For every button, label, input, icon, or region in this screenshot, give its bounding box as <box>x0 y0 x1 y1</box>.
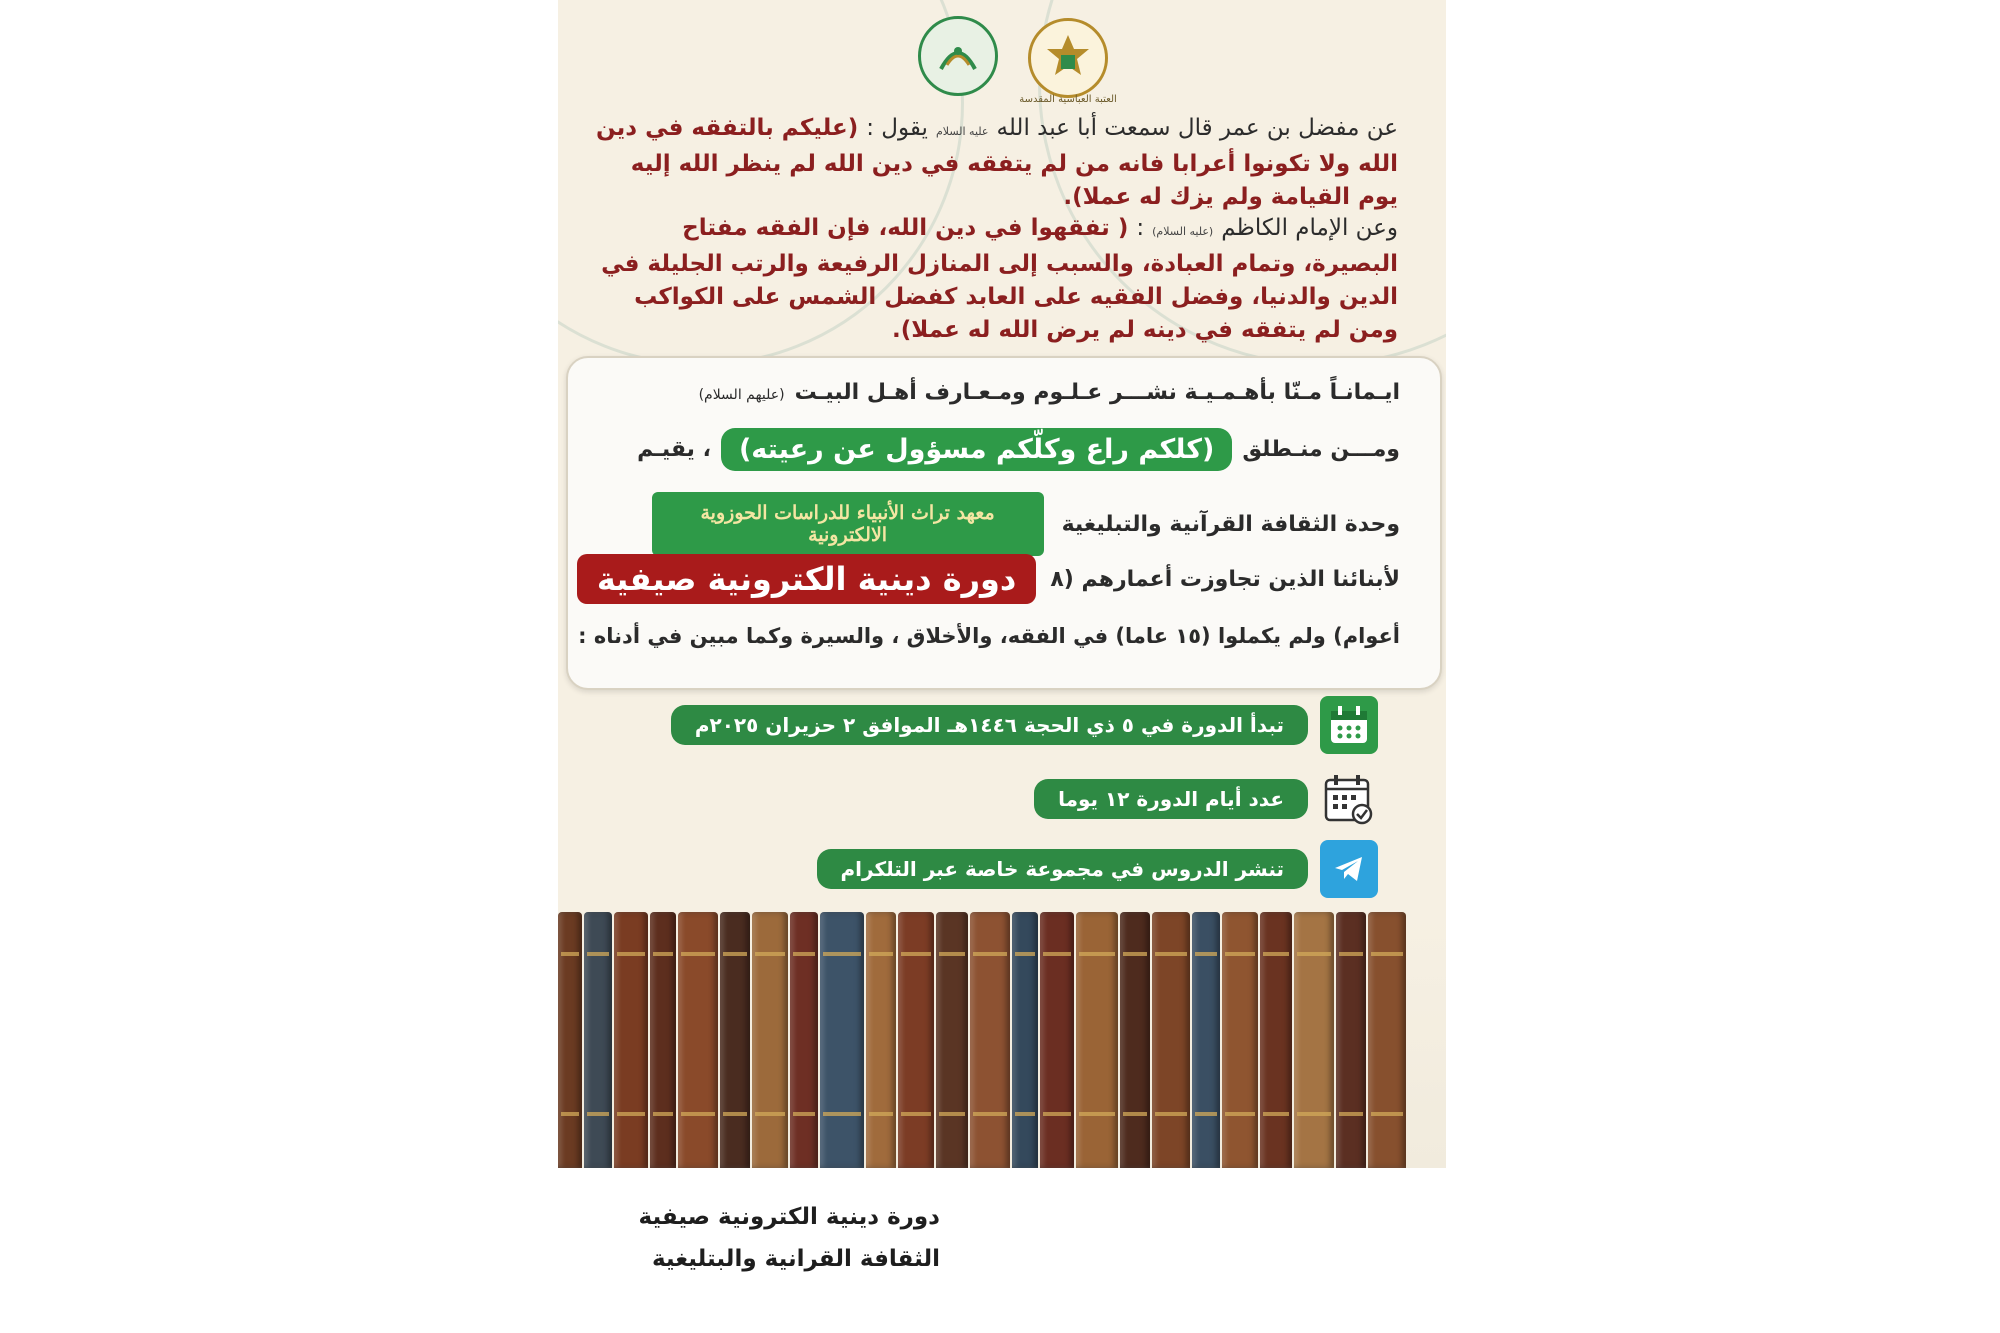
telegram-info <box>558 840 1378 898</box>
quote1-honor: عليه السلام <box>935 125 989 138</box>
shrine-logo-icon <box>1028 18 1108 98</box>
card-line-4 <box>577 554 1400 604</box>
start-date-pill: تبدأ الدورة في ٥ ذي الحجة ١٤٤٦هـ الموافق ٢ حزيران ٢٠٢٥م <box>671 705 1308 745</box>
poster <box>558 0 1446 1168</box>
caption-line-1: دورة دينية الكترونية صيفية <box>638 1204 940 1230</box>
quote1-text: (عليكم بالتفقه في دين الله ولا تكونوا أعرابا فانه من لم يتفقه في دين الله لم ينظر الله إليه يوم القيامة ولم يزك له عملا). <box>595 115 1398 210</box>
book-spine <box>936 912 968 1168</box>
card-line-3 <box>652 492 1400 556</box>
book-spine <box>898 912 934 1168</box>
book-spine <box>1040 912 1074 1168</box>
book-spine <box>1222 912 1258 1168</box>
hadith-quote-2 <box>588 212 1398 347</box>
card-line-2-pre: ومـــن منـطلق <box>1242 437 1400 462</box>
start-date-info <box>558 696 1378 754</box>
quote1-verb: يقول : <box>866 115 928 141</box>
books-illustration <box>558 912 1446 1168</box>
hadith-quote-1 <box>588 112 1398 214</box>
unit-name: وحدة الثقافة القرآنية والتبليغية <box>1061 511 1400 537</box>
institute-logo-icon <box>918 16 998 96</box>
book-spine <box>752 912 788 1168</box>
quote2-intro: وعن الإمام الكاظم <box>1221 215 1398 241</box>
quote2-text: ( تفقهوا في دين الله، فإن الفقه مفتاح البصيرة، وتمام العبادة، والسبب إلى المنازل الرفيعة والرتب الجليلة في الدين والدنيا، وفضل الفقيه على العابد كفضل الشمس على الكواكب ومن لم يتفقه في دينه لم يرض الله له عملا). <box>601 215 1398 343</box>
telegram-pill: تنشر الدروس في مجموعة خاصة عبر التلكرام <box>817 849 1309 889</box>
book-spine <box>790 912 818 1168</box>
book-spine <box>584 912 612 1168</box>
book-spine <box>970 912 1010 1168</box>
quote2-honor: (عليه السلام) <box>1152 225 1214 238</box>
quote2-colon: : <box>1136 215 1145 241</box>
card-line-2 <box>637 428 1400 471</box>
card-line-1-text: ايـمانـاً مـنّا بأهـمـيـة نشـــر عـلـوم ومـعـارف أهـل البيـت <box>794 380 1400 405</box>
calendar-check-icon <box>1320 770 1378 828</box>
card-line-2-post: ، يقيـم <box>637 437 711 462</box>
duration-pill: عدد أيام الدورة ١٢ يوما <box>1034 779 1308 819</box>
card-line-4-post: لأبنائنا الذين تجاوزت أعمارهم (٨ <box>1050 566 1400 592</box>
book-spine <box>1336 912 1366 1168</box>
card-line-1 <box>699 380 1400 405</box>
institute-name-box: معهد تراث الأنبياء للدراسات الحوزوية الالكترونية <box>652 492 1044 556</box>
book-spine <box>650 912 676 1168</box>
telegram-icon <box>1320 840 1378 898</box>
card-line-1-honor: (عليهم السلام) <box>698 387 785 403</box>
book-spine <box>1152 912 1190 1168</box>
quote1-intro: عن مفضل بن عمر قال سمعت أبا عبد الله <box>996 115 1398 141</box>
book-spine <box>1192 912 1220 1168</box>
book-spine <box>866 912 896 1168</box>
book-spine <box>678 912 718 1168</box>
book-spine <box>1368 912 1406 1168</box>
book-spine <box>1294 912 1334 1168</box>
card-line-5: أعوام) ولم يكملوا (١٥ عاما) في الفقه، والأخلاق ، والسيرة وكما مبين في أدناه : <box>578 624 1400 648</box>
logo-caption: العتبة العباسية المقدسة <box>1019 94 1117 105</box>
book-spine <box>720 912 750 1168</box>
book-spine <box>820 912 864 1168</box>
book-spine <box>614 912 648 1168</box>
duration-info <box>558 770 1378 828</box>
book-spine <box>1120 912 1150 1168</box>
book-spine <box>1012 912 1038 1168</box>
announcement-card <box>566 356 1442 690</box>
book-spine <box>1260 912 1292 1168</box>
logos <box>918 12 1178 112</box>
book-spine <box>558 912 582 1168</box>
caption-line-2: الثقافة القرانية والبتليغية <box>651 1246 940 1272</box>
calendar-icon <box>1320 696 1378 754</box>
motto-pill: (كلكم راع وكلّكم مسؤول عن رعيته) <box>721 428 1232 471</box>
course-title-pill: دورة دينية الكترونية صيفية <box>577 554 1036 604</box>
book-spine <box>1076 912 1118 1168</box>
